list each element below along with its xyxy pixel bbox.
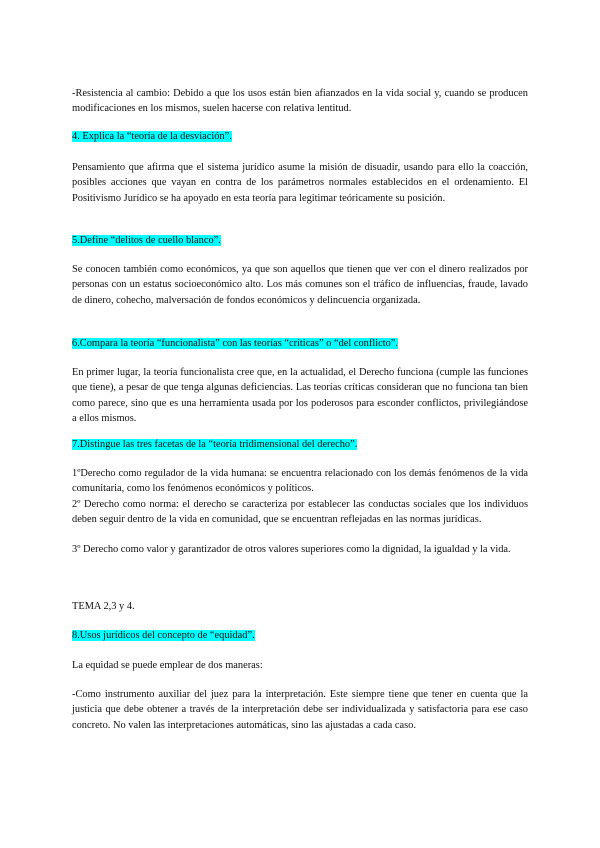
paragraph-desviacion: Pensamiento que afirma que el sistema jurídico asume la misión de disuadir, usando para ello la coacción, posibles acciones que vayan en contra de los parámetros normales establecidos en el ordenamiento. El Positivismo Jurídico se ha apoyado en esta teoría para legitimar teóricamente su posición.: [72, 162, 528, 204]
highlight: 6.Compara la teoría “funcionalista” con las teorías “críticas” o “del conflicto”.: [72, 338, 399, 349]
paragraph-faceta-3: 3º Derecho como valor y garantizador de otros valores superiores como la dignidad, la igualdad y la vida.: [72, 544, 511, 555]
paragraph-cuello-blanco: Se conocen también como económicos, ya que son aquellos que tienen que ver con el dinero realizados por personas con un estatus socioeconómico alto. Los más comunes son el tráfico de influencias, fraude, lavado de dinero, cohecho, malversación de fondos económicos y delincuencia organizada.: [72, 264, 528, 306]
heading-funcionalista: [72, 336, 398, 351]
highlight: 5.Define “delitos de cuello blanco”.: [72, 235, 221, 246]
paragraph-faceta-1: 1ºDerecho como regulador de la vida humana: se encuentra relacionado con los demás fenómenos de la vida comunitaria, como los fenómenos económicos y políticos.: [72, 468, 528, 495]
heading-equidad: [72, 628, 255, 643]
highlight: 7.Distingue las tres facetas de la “teoría tridimensional del derecho”.: [72, 439, 358, 450]
paragraph-faceta-2: 2º Derecho como norma: el derecho se caracteriza por establecer las conductas sociales que los individuos deben seguir dentro de la vida en comunidad, que se encuentran reflejadas en las normas jurídicas.: [72, 499, 528, 526]
section-title: TEMA 2,3 y 4.: [72, 601, 135, 612]
paragraph-equidad-instrumento: -Como instrumento auxiliar del juez para la interpretación. Este siempre tiene que tener en cuenta que la justicia que debe obtener a través de la interpretación debe ser individualizada y satisfactoria para ese caso concreto. No valen las interpretaciones automáticas, sino las ajustadas a cada caso.: [72, 689, 528, 731]
heading-teoria-desviacion: [72, 129, 232, 144]
heading-tridimensional: [72, 437, 357, 452]
paragraph-resistencia: -Resistencia al cambio: Debido a que los usos están bien afianzados en la vida social y, cuando se producen modificaciones en los mismos, suelen hacerse con relativa lentitud.: [72, 88, 528, 115]
paragraph-equidad-intro: La equidad se puede emplear de dos maneras:: [72, 660, 263, 671]
heading-cuello-blanco: [72, 233, 221, 248]
highlight: 4. Explica la “teoría de la desviación”.: [72, 131, 232, 142]
highlight: 8.Usos jurídicos del concepto de “equidad”.: [72, 630, 255, 641]
paragraph-funcionalista: En primer lugar, la teoría funcionalista cree que, en la actualidad, el Derecho funciona (cumple las funciones que tiene), a pesar de que tenga algunas deficiencias. Las teorías críticas consideran que no funciona tan bien como parece, sino que es una herramienta usada por los poderosos para esconder conflictos, privilegiándose a ellos mismos.: [72, 367, 528, 424]
